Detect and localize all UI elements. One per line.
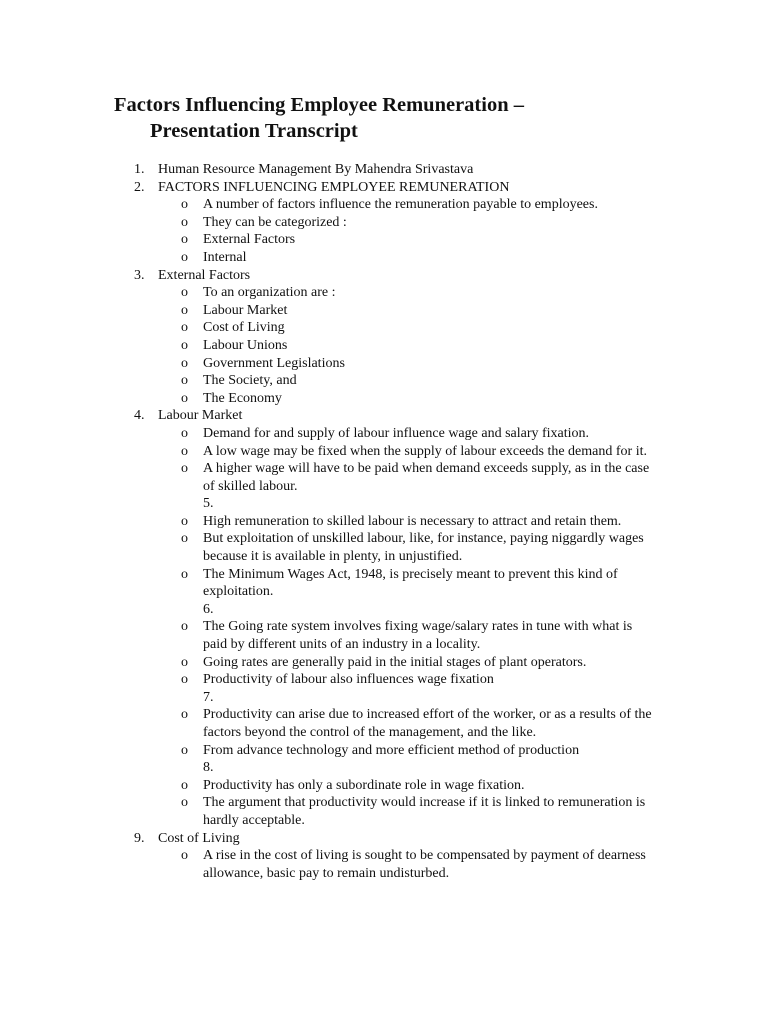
sub-item bbox=[0, 214, 658, 232]
bullet-icon: o bbox=[181, 531, 188, 547]
item-text: Human Resource Management By Mahendra Srivastava bbox=[158, 162, 474, 177]
bullet-icon: o bbox=[181, 355, 188, 371]
bullet-icon: o bbox=[181, 795, 188, 811]
item-number: 1. bbox=[134, 162, 145, 177]
item-text: Cost of Living bbox=[158, 830, 240, 846]
item-number: 2. bbox=[134, 179, 145, 195]
bullet-icon: o bbox=[181, 285, 188, 301]
bullet-icon: o bbox=[181, 619, 188, 635]
item-number: 3. bbox=[134, 267, 145, 283]
bullet-icon: o bbox=[181, 742, 188, 758]
numbered-item bbox=[0, 830, 638, 848]
bullet-icon: o bbox=[181, 425, 188, 441]
bullet-icon: o bbox=[181, 566, 188, 582]
sub-item bbox=[0, 847, 658, 882]
sub-item-text: High remuneration to skilled labour is necessary to attract and retain them. bbox=[203, 513, 622, 529]
sub-item-text: The Economy bbox=[203, 390, 282, 406]
item-number: 4. bbox=[134, 408, 145, 424]
item-text: External Factors bbox=[158, 267, 251, 283]
sub-item-text: Productivity of labour also influences wage fixation bbox=[203, 672, 494, 688]
bullet-icon: o bbox=[181, 337, 188, 353]
sub-item-text: Internal bbox=[203, 249, 247, 265]
sub-item-text: A higher wage will have to be paid when demand exceeds supply, as in the case of skilled labour. bbox=[203, 461, 650, 494]
sub-item bbox=[0, 390, 658, 408]
sub-item bbox=[0, 530, 658, 565]
slide-marker: 7. bbox=[203, 689, 214, 705]
sub-item bbox=[0, 742, 658, 760]
bullet-icon: o bbox=[181, 848, 188, 864]
sub-item-text: Going rates are generally paid in the initial stages of plant operators. bbox=[203, 654, 587, 670]
sub-item-text: External Factors bbox=[203, 232, 296, 248]
bullet-icon: o bbox=[181, 707, 188, 723]
numbered-item bbox=[0, 267, 638, 285]
sub-item-text: But exploitation of unskilled labour, like, for instance, paying niggardly wages because it is available in plenty, in unjustified. bbox=[203, 531, 644, 565]
sub-item bbox=[0, 302, 658, 320]
bullet-icon: o bbox=[181, 513, 188, 529]
document-title bbox=[114, 92, 654, 144]
sub-item-text: Productivity can arise due to increased effort of the worker, or as a results of the factors beyond the control of the management, and the like. bbox=[203, 707, 652, 740]
sub-item-text: They can be categorized : bbox=[203, 214, 347, 230]
item-text: Labour Market bbox=[158, 408, 243, 424]
bullet-icon: o bbox=[181, 232, 188, 248]
sub-item bbox=[0, 284, 658, 302]
sub-item-text: Government Legislations bbox=[203, 355, 345, 371]
title-line-1: Factors Influencing Employee Remuneration – bbox=[114, 94, 524, 116]
numbered-item bbox=[0, 179, 638, 197]
bullet-icon: o bbox=[181, 654, 188, 670]
sub-item bbox=[0, 460, 658, 495]
bullet-icon: o bbox=[181, 672, 188, 688]
sub-item-text: Demand for and supply of labour influence wage and salary fixation. bbox=[203, 425, 590, 441]
sub-item-text: Cost of Living bbox=[203, 320, 285, 336]
bullet-icon: o bbox=[181, 461, 188, 477]
sub-item bbox=[0, 706, 658, 741]
transcript-list bbox=[0, 161, 768, 882]
sub-item bbox=[0, 231, 658, 249]
slide-marker: 6. bbox=[203, 601, 214, 617]
sub-item bbox=[0, 513, 658, 531]
bullet-icon: o bbox=[181, 390, 188, 406]
sub-item bbox=[0, 671, 658, 689]
sub-item-text: To an organization are : bbox=[203, 285, 336, 301]
sub-item-text: Labour Unions bbox=[203, 337, 288, 353]
numbered-item bbox=[0, 407, 638, 425]
bullet-icon: o bbox=[181, 320, 188, 336]
item-number: 9. bbox=[134, 830, 145, 846]
sub-item-text: Productivity has only a subordinate role in wage fixation. bbox=[203, 777, 525, 793]
sub-item bbox=[0, 249, 658, 267]
sub-item bbox=[0, 425, 658, 443]
bullet-icon: o bbox=[181, 373, 188, 389]
sub-item bbox=[0, 319, 658, 337]
sub-item bbox=[0, 794, 658, 829]
bullet-icon: o bbox=[181, 249, 188, 265]
sub-item-text: From advance technology and more efficient method of production bbox=[203, 742, 580, 758]
sub-item bbox=[0, 337, 658, 355]
bullet-icon: o bbox=[181, 197, 188, 213]
sub-item bbox=[0, 196, 658, 214]
bullet-icon: o bbox=[181, 777, 188, 793]
slide-marker: 5. bbox=[203, 496, 214, 512]
sub-item-text: Labour Market bbox=[203, 302, 288, 318]
item-text: FACTORS INFLUENCING EMPLOYEE REMUNERATION bbox=[158, 179, 510, 195]
sub-item bbox=[0, 777, 658, 795]
numbered-item bbox=[0, 161, 638, 179]
bullet-icon: o bbox=[181, 302, 188, 318]
sub-item bbox=[0, 355, 658, 373]
sub-item-text: A number of factors influence the remuneration payable to employees. bbox=[203, 197, 598, 213]
bullet-icon: o bbox=[181, 443, 188, 459]
slide-marker: 8. bbox=[203, 760, 214, 776]
sub-item-text: A low wage may be fixed when the supply of labour exceeds the demand for it. bbox=[203, 443, 647, 459]
sub-item-text: The Minimum Wages Act, 1948, is precisely meant to prevent this kind of exploitation. bbox=[203, 566, 618, 600]
sub-item bbox=[0, 372, 658, 390]
bullet-icon: o bbox=[181, 214, 188, 230]
title-line-2: Presentation Transcript bbox=[150, 120, 358, 142]
sub-item-text: A rise in the cost of living is sought to be compensated by payment of dearness allowance, basic pay to remain undisturbed. bbox=[203, 848, 646, 881]
sub-item-text: The argument that productivity would increase if it is linked to remuneration is hardly acceptable. bbox=[203, 795, 646, 828]
sub-item-text: The Going rate system involves fixing wage/salary rates in tune with what is paid by different units of an industry in a locality. bbox=[203, 619, 633, 653]
sub-item bbox=[0, 443, 658, 461]
sub-item bbox=[0, 566, 658, 601]
sub-item bbox=[0, 618, 658, 653]
sub-item bbox=[0, 654, 658, 672]
sub-item-text: The Society, and bbox=[203, 373, 297, 389]
